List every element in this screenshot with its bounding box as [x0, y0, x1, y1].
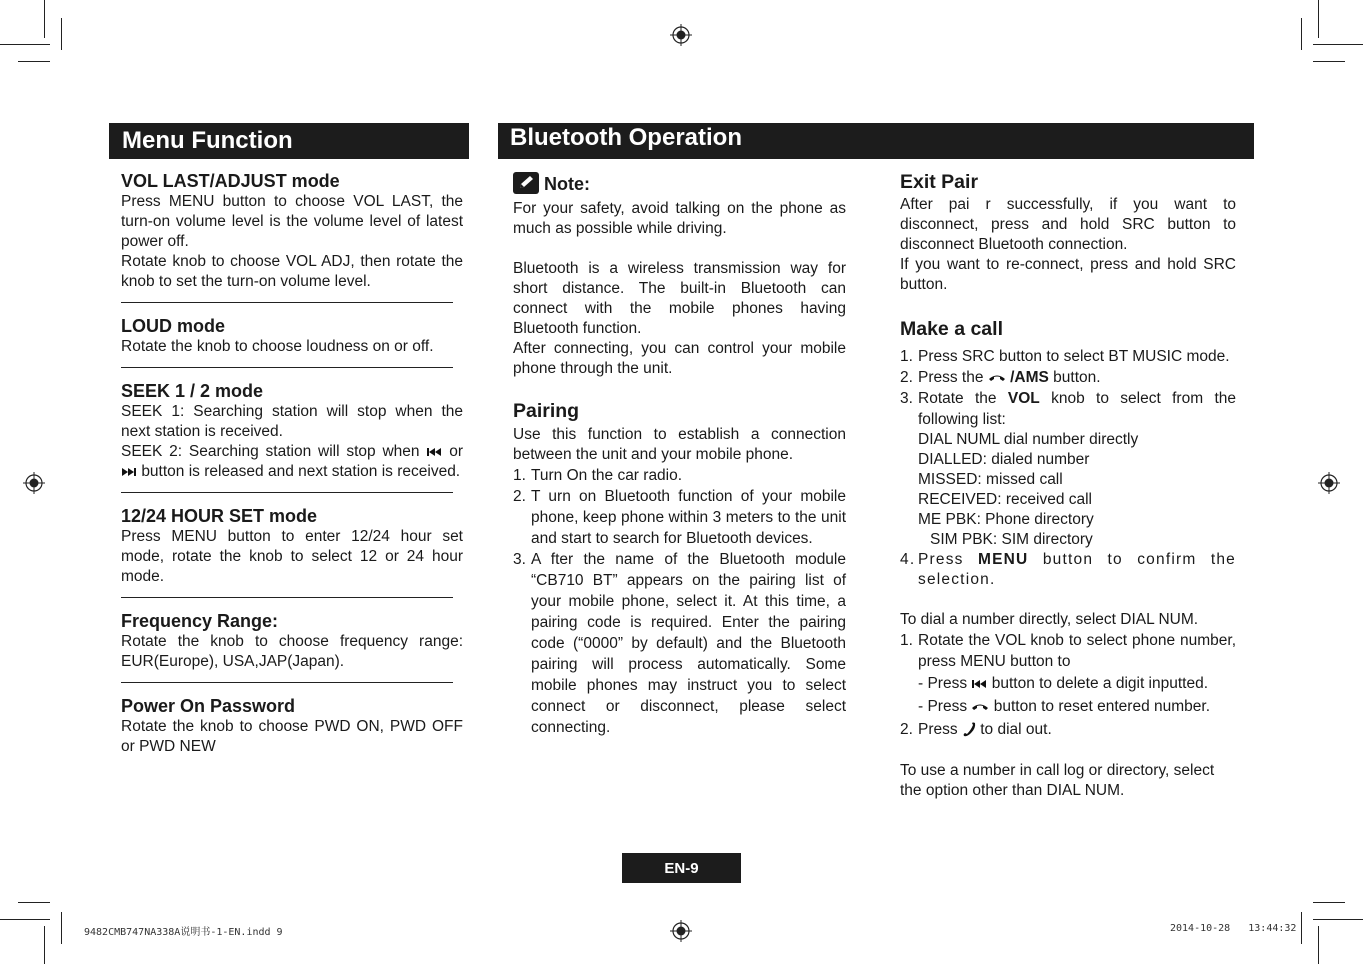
pencil-note-icon — [513, 172, 539, 194]
pairing-steps — [513, 465, 846, 738]
seek-text-part-3: button is released and next station is received. — [141, 463, 461, 480]
crop-mark — [1318, 0, 1319, 38]
seek-mode-text-1: SEEK 1: Searching station will stop when the next station is received. — [121, 403, 463, 440]
pairing-intro: Use this function to establish a connection between the unit and your mobile phone. — [513, 426, 846, 463]
hour-mode-heading: 12/24 HOUR SET mode — [121, 506, 318, 526]
power-on-password-heading: Power On Password — [121, 696, 296, 716]
call-step: 4. Press MENU button to confirm the selection. — [900, 551, 1236, 588]
exit-pair-text-2: If you want to re-connect, press and hold SRC button. — [900, 256, 1236, 293]
frequency-range-text: Rotate the knob to choose frequency range: EUR(Europe), USA,JAP(Japan). — [121, 633, 463, 670]
frequency-range-heading: Frequency Range: — [121, 611, 279, 631]
bluetooth-intro-text-2: After connecting, you can control your mobile phone through the unit. — [513, 340, 846, 377]
divider — [121, 302, 453, 303]
menu-function-column — [121, 170, 463, 757]
crop-mark — [18, 902, 50, 903]
power-on-password-text: Rotate the knob to choose PWD ON, PWD OFF or PWD NEW — [121, 718, 463, 755]
divider — [121, 367, 453, 368]
pairing-step: 3. A fter the name of the Bluetooth module “CB710 BT” appears on the pairing list of your mobile phone, select it. At this time, a pairing code is required. Enter the pairing code (“0000” by default) and the Bluetooth pairing will process automatically. Some mobile phones may instruct you to select connect or disconnect, please select connecting. — [513, 551, 846, 736]
crop-mark — [0, 44, 50, 45]
page-number: EN-9 — [664, 860, 699, 877]
loud-mode-text: Rotate the knob to choose loudness on or off. — [121, 338, 434, 355]
registration-mark-icon — [670, 24, 692, 46]
crop-mark — [44, 0, 45, 38]
list-item: DIAL NUML dial number directly — [918, 431, 1139, 448]
call-options-list — [900, 430, 1236, 550]
menu-function-header — [109, 123, 469, 159]
pairing-step: 1. Turn On the car radio. — [513, 467, 683, 484]
exit-pair-text-1: After pai r successfully, if you want to disconnect, press and hold SRC button to disconnect Bluetooth connection. — [900, 196, 1236, 253]
crop-mark — [1313, 919, 1363, 920]
crop-mark — [1318, 926, 1319, 964]
menu-function-title: Menu Function — [122, 127, 293, 154]
vol-mode-heading: VOL LAST/ADJUST mode — [121, 171, 340, 191]
crop-mark — [1301, 18, 1302, 50]
make-call-steps — [900, 346, 1236, 430]
vol-mode-text-2: Rotate knob to choose VOL ADJ, then rotate the knob to set the turn-on volume level. — [121, 253, 463, 290]
crop-mark — [44, 926, 45, 964]
crop-mark — [1313, 44, 1363, 45]
pairing-step: 2. T urn on Bluetooth function of your mobile phone, keep phone within 3 meters to the unit and start to search for Bluetooth devices. — [513, 488, 846, 547]
note-label: Note: — [544, 174, 591, 194]
crop-mark — [61, 912, 62, 944]
divider — [121, 492, 453, 493]
previous-track-icon — [971, 679, 987, 689]
next-track-icon — [121, 467, 137, 477]
dial-sub-step: - Press button to delete a digit inputted. — [918, 675, 1209, 692]
loud-mode-heading: LOUD mode — [121, 316, 226, 336]
dial-sub-step: - Press button to reset entered number. — [918, 698, 1210, 715]
vol-mode-text-1: Press MENU button to choose VOL LAST, the turn-on volume level is the volume level of latest power off. — [121, 193, 463, 250]
list-item: ME PBK: Phone directory — [918, 511, 1094, 528]
seek-mode-heading: SEEK 1 / 2 mode — [121, 381, 264, 401]
previous-track-icon — [426, 447, 442, 457]
call-step: 3. Rotate the VOL knob to select from the following list: — [900, 390, 1236, 428]
crop-mark — [1313, 902, 1345, 903]
pairing-heading: Pairing — [513, 400, 580, 422]
note-text: For your safety, avoid talking on the phone as much as possible while driving. — [513, 200, 846, 237]
make-call-heading: Make a call — [900, 318, 1003, 340]
hang-up-phone-icon — [971, 702, 989, 712]
note-heading — [513, 172, 846, 195]
crop-mark — [18, 61, 50, 62]
page-number-badge — [622, 853, 741, 883]
list-item: MISSED: missed call — [918, 471, 1063, 488]
hour-mode-text: Press MENU button to enter 12/24 hour set mode, rotate the knob to select 12 or 24 hour mode. — [121, 528, 463, 585]
bluetooth-column-1 — [513, 172, 846, 738]
list-item: RECEIVED: received call — [918, 491, 1093, 508]
list-item: SIM PBK: SIM directory — [930, 531, 1093, 548]
divider — [121, 597, 453, 598]
crop-mark — [0, 919, 50, 920]
seek-text-part-1: SEEK 2: Searching station will stop when — [121, 443, 420, 460]
registration-mark-icon — [1318, 472, 1340, 494]
call-step: 1. Press SRC button to select BT MUSIC mode. — [900, 348, 1230, 365]
print-slug-datetime: 2014-10-28 13:44:32 — [1170, 923, 1297, 934]
hang-up-phone-icon — [988, 373, 1006, 383]
crop-mark — [61, 18, 62, 50]
divider — [121, 682, 453, 683]
crop-mark — [1313, 61, 1345, 62]
seek-mode-text-2 — [121, 442, 463, 482]
dial-step: 2. Press to dial out. — [900, 721, 1052, 738]
bluetooth-operation-title: Bluetooth Operation — [510, 124, 742, 151]
call-log-text: To use a number in call log or directory, select the option other than DIAL NUM. — [900, 762, 1215, 799]
list-item: DIALLED: dialed number — [918, 451, 1090, 468]
bluetooth-operation-header — [498, 123, 1254, 159]
dial-step: 1. Rotate the VOL knob to select phone number, press MENU button to — [900, 632, 1236, 670]
call-phone-icon — [962, 722, 976, 738]
registration-mark-icon — [670, 920, 692, 942]
bluetooth-column-2 — [900, 170, 1236, 801]
bluetooth-intro-text-1: Bluetooth is a wireless transmission way for short distance. The built-in Bluetooth can connect with the mobile phones having Bluetooth function. — [513, 260, 846, 337]
print-slug-file: 9482CMB747NA338A说明书-1-EN.indd 9 — [84, 927, 283, 938]
crop-mark — [1301, 912, 1302, 944]
make-call-steps-2 — [900, 550, 1236, 590]
seek-text-part-2: or — [449, 443, 463, 460]
dial-steps — [900, 630, 1236, 741]
call-step: 2. Press the /AMS button. — [900, 369, 1101, 386]
registration-mark-icon — [23, 472, 45, 494]
dial-direct-text: To dial a number directly, select DIAL NUM. — [900, 611, 1199, 628]
exit-pair-heading: Exit Pair — [900, 171, 979, 193]
